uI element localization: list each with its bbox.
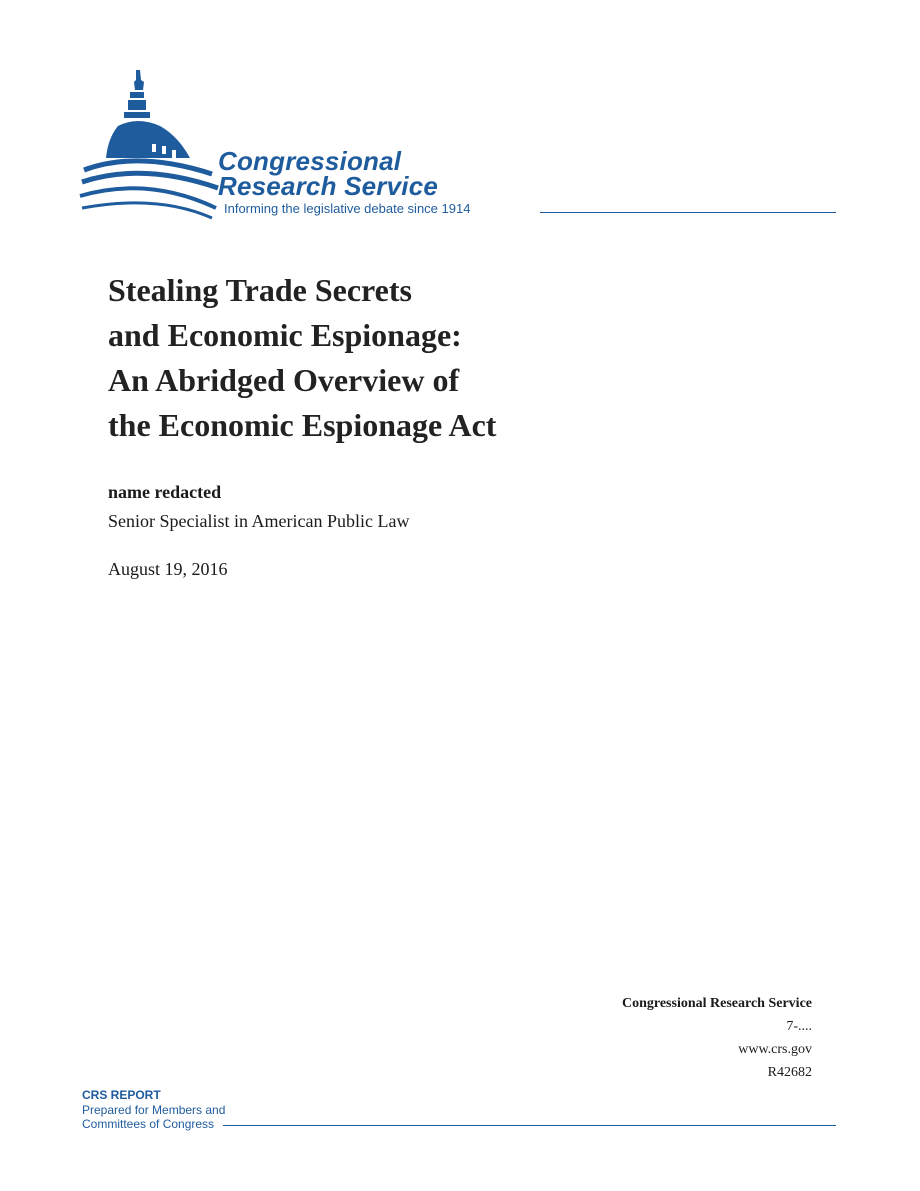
crs-report-footer	[82, 1088, 225, 1131]
report-number: R42682	[767, 1065, 812, 1080]
publisher-org: Congressional Research Service	[621, 996, 812, 1011]
title-line: Stealing Trade Secrets	[108, 272, 412, 308]
report-title	[108, 268, 496, 448]
crs-logo	[78, 62, 838, 222]
title-line: the Economic Espionage Act	[108, 407, 497, 443]
brand-name-line1: Congressional	[218, 146, 402, 176]
publisher-website: www.crs.gov	[738, 1042, 812, 1057]
publisher-block	[622, 992, 812, 1084]
title-line: and Economic Espionage:	[108, 317, 462, 353]
footer-line: Committees of Congress	[82, 1117, 215, 1131]
title-line: An Abridged Overview of	[108, 362, 460, 398]
publisher-code: 7-....	[786, 1019, 812, 1034]
capitol-dome-icon	[78, 62, 228, 220]
author-name: name redacted	[108, 482, 222, 502]
footer-line: Prepared for Members and	[82, 1103, 226, 1117]
brand-tagline: Informing the legislative debate since 1914	[224, 201, 471, 216]
footer-label: CRS REPORT	[82, 1088, 161, 1102]
header-divider	[540, 212, 836, 213]
report-date: August 19, 2016	[108, 559, 228, 579]
footer-divider	[223, 1125, 836, 1126]
brand-name-line2: Research Service	[218, 171, 439, 201]
author-title: Senior Specialist in American Public Law	[108, 511, 410, 531]
